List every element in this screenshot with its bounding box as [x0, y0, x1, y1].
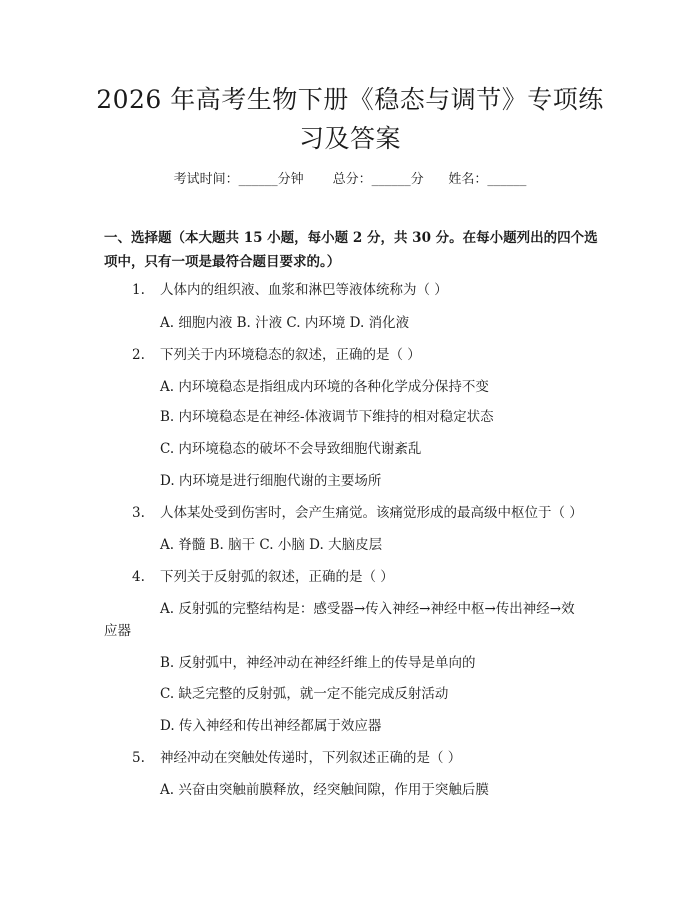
section-heading-line-1: 一、选择题（本大题共 15 小题，每小题 2 分，共 30 分。在每小题列出的四个选 [104, 230, 598, 246]
section-heading [104, 226, 604, 274]
title-line-1: 2026 年高考生物下册《稳态与调节》专项练 [96, 85, 604, 114]
question-number: 4. [132, 569, 145, 585]
question-4-option-d: D. 传入神经和传出神经都属于效应器 [160, 718, 382, 734]
time-unit: 分钟 [277, 172, 304, 187]
question-number: 1. [132, 282, 145, 298]
question-number: 5. [132, 750, 145, 766]
page-title [80, 80, 620, 158]
question-number: 2. [132, 347, 145, 363]
title-line-2: 习及答案 [298, 124, 401, 153]
question-1-options: A. 细胞内液 B. 汁液 C. 内环境 D. 消化液 [160, 315, 410, 331]
question-stem: 人体某处受到伤害时，会产生痛觉。该痛觉形成的最高级中枢位于（ ） [160, 505, 583, 521]
question-4-option-a: A. 反射弧的完整结构是：感受器→传入神经→神经中枢→传出神经→效 [160, 601, 575, 617]
question-stem: 下列关于内环境稳态的叙述，正确的是（ ） [160, 347, 421, 363]
question-4-option-b: B. 反射弧中，神经冲动在神经纤维上的传导是单向的 [160, 655, 476, 671]
question-4-option-a-wrap: 应器 [104, 623, 131, 639]
name-blank: ______ [487, 172, 527, 187]
section-heading-line-2: 项中，只有一项是最符合题目要求的。） [104, 254, 341, 270]
question-number: 3. [132, 505, 145, 521]
time-blank: ______ [238, 172, 278, 187]
question-stem: 神经冲动在突触处传递时，下列叙述正确的是（ ） [160, 750, 462, 766]
score-blank: ______ [371, 172, 411, 187]
time-label: 考试时间： [173, 172, 239, 187]
question-4-option-c: C. 缺乏完整的反射弧，就一定不能完成反射活动 [160, 686, 449, 702]
question-4 [132, 567, 394, 587]
question-2 [132, 345, 421, 365]
question-3-options: A. 脊髓 B. 脑干 C. 小脑 D. 大脑皮层 [160, 537, 383, 553]
score-label: 总分： [332, 172, 372, 187]
exam-meta [0, 168, 700, 187]
question-2-option-c: C. 内环境稳态的破坏不会导致细胞代谢紊乱 [160, 441, 422, 457]
question-2-option-d: D. 内环境是进行细胞代谢的主要场所 [160, 473, 382, 489]
name-label: 姓名： [448, 172, 488, 187]
score-unit: 分 [410, 172, 424, 187]
question-stem: 下列关于反射弧的叙述，正确的是（ ） [160, 569, 394, 585]
question-2-option-b: B. 内环境稳态是在神经-体液调节下维持的相对稳定状态 [160, 409, 494, 425]
question-5 [132, 748, 461, 768]
question-5-option-a: A. 兴奋由突触前膜释放，经突触间隙，作用于突触后膜 [160, 782, 489, 798]
question-3 [132, 503, 583, 523]
question-1 [132, 280, 448, 300]
question-2-option-a: A. 内环境稳态是指组成内环境的各种化学成分保持不变 [160, 379, 489, 395]
question-stem: 人体内的组织液、血浆和淋巴等液体统称为（ ） [160, 282, 448, 298]
